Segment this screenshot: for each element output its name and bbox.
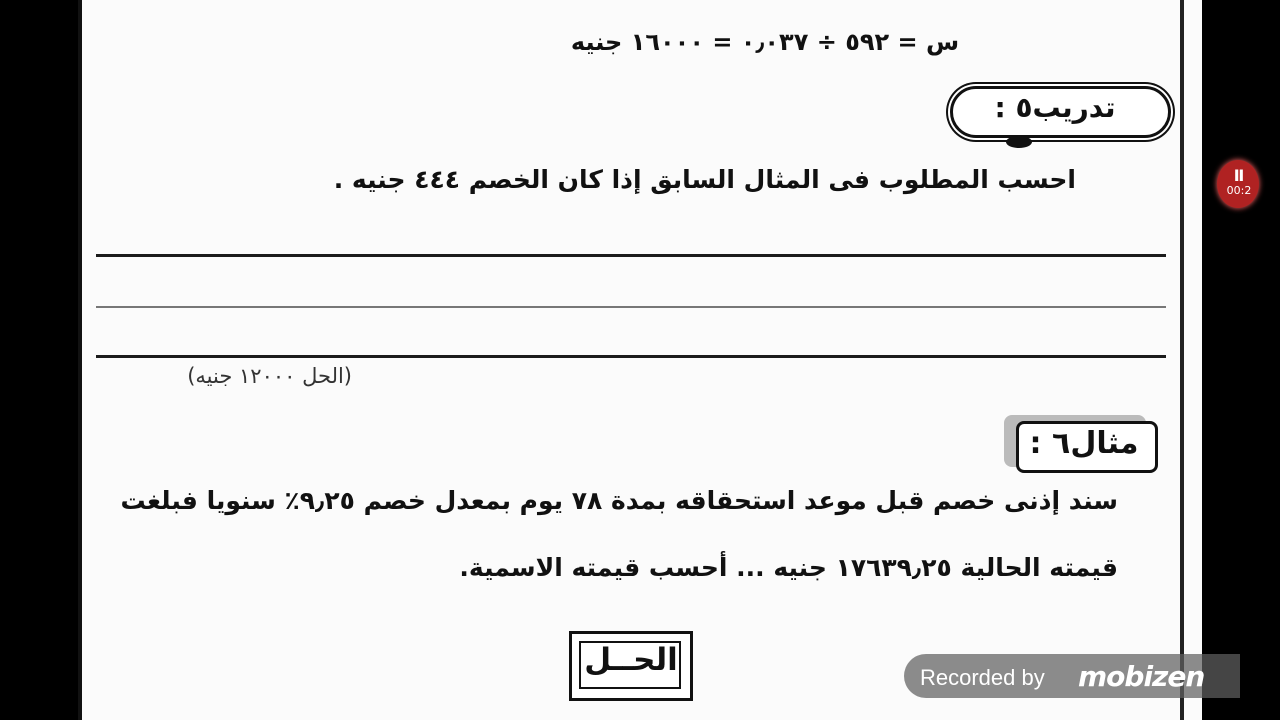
pause-icon: Ⅱ (1233, 166, 1245, 185)
training-question: احسب المطلوب فى المثال السابق إذا كان الخصم ٤٤٤ جنيه . (333, 165, 1076, 194)
example-text-line-1: سند إذنى خصم قبل موعد استحقاقه بمدة ٧٨ يوم بمعدل خصم ٩٫٢٥٪ سنويا فبلغت (120, 486, 1118, 515)
recording-watermark (904, 654, 1240, 698)
answer-line (96, 306, 1166, 308)
page-right-border (1180, 0, 1184, 720)
example-label: مثال٦ : (1029, 426, 1139, 461)
page-left-border (78, 0, 82, 720)
training-label: تدريب٥ : (994, 91, 1116, 124)
cloud-dot (1006, 136, 1032, 148)
answer-line (96, 355, 1166, 358)
previous-equation: س = ٥٩٢ ÷ ٠٫٠٣٧ = ١٦٠٠٠ جنيه (570, 28, 960, 56)
recorded-by-text: Recorded by (920, 665, 1045, 690)
recording-time: 00:2 (1226, 184, 1252, 197)
example-text-line-2: قيمته الحالية ١٧٦٣٩٫٢٥ جنيه ... أحسب قيمته الاسمية. (459, 553, 1118, 582)
mobizen-logo: mobizen (1078, 660, 1205, 693)
answer-line (96, 254, 1166, 257)
answer-hint: (الحل ١٢٠٠٠ جنيه) (187, 364, 352, 388)
solution-label: الحــل (584, 642, 678, 678)
